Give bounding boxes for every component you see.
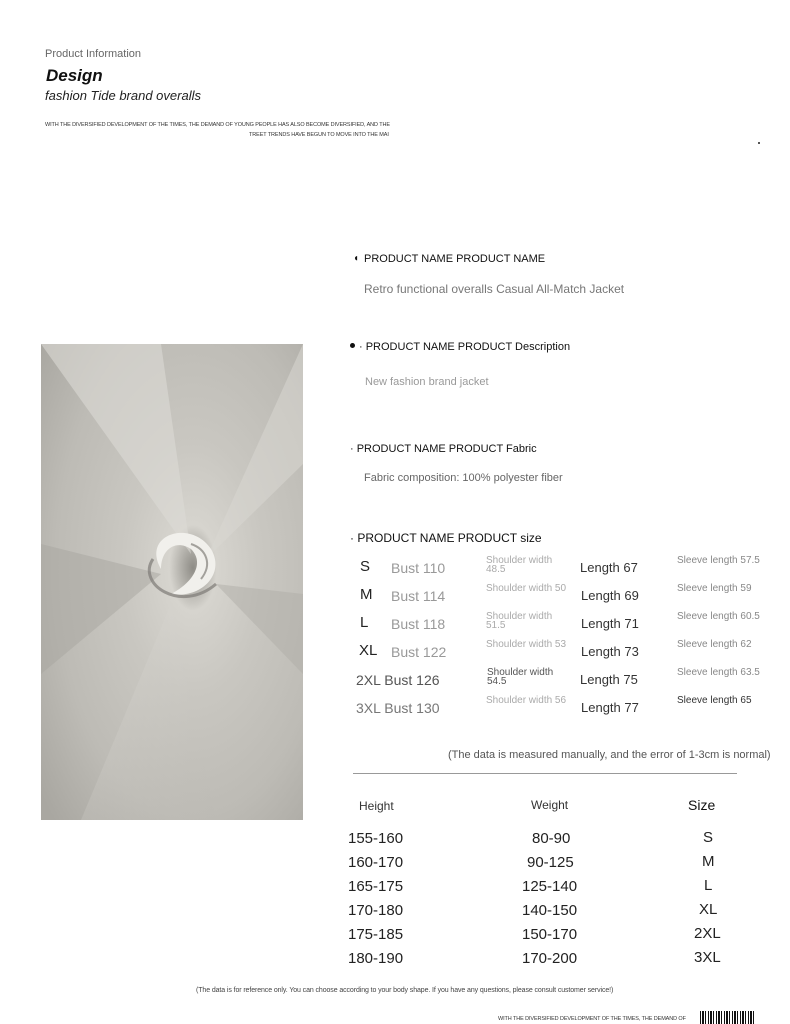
- product-info-label: Product Information: [45, 48, 141, 60]
- table-row: [346, 901, 746, 925]
- design-subtitle: fashion Tide brand overalls: [45, 88, 201, 103]
- size-label: L: [360, 614, 369, 631]
- size-cell: S: [703, 829, 714, 846]
- weight-cell: 80-90: [532, 830, 571, 847]
- product-description-heading: · PRODUCT NAME PRODUCT Description: [359, 341, 571, 353]
- size-row: [356, 668, 776, 694]
- weight-cell: 90-125: [527, 854, 574, 871]
- size-cell: 2XL: [694, 925, 721, 942]
- length-value: Length 73: [581, 644, 639, 659]
- height-cell: 160-170: [348, 854, 404, 871]
- shoulder-value: Shoulder width 50: [486, 583, 567, 594]
- table-row: [346, 925, 746, 949]
- weight-cell: 140-150: [522, 902, 578, 919]
- length-value: Length 67: [580, 560, 638, 575]
- height-cell: 170-180: [348, 902, 404, 919]
- height-header: Height: [359, 799, 394, 813]
- weight-cell: 170-200: [522, 950, 578, 967]
- size-cell: 3XL: [694, 949, 721, 966]
- measure-note: (The data is measured manually, and the error of 1-3cm is normal): [448, 749, 771, 761]
- size-label: M: [360, 586, 373, 603]
- bust-value: Bust 114: [391, 588, 446, 604]
- sleeve-value: Sleeve length 57.5: [677, 555, 760, 566]
- length-value: Length 77: [581, 700, 639, 715]
- barcode-icon: [700, 1011, 754, 1024]
- header-tagline-continued: TREET TRENDS HAVE BEGUN TO MOVE INTO THE MAI: [249, 132, 389, 138]
- shoulder-value: Shoulder width 54.5: [487, 667, 554, 687]
- height-cell: 175-185: [348, 926, 404, 943]
- size-row: [356, 584, 776, 610]
- bullet-icon: [350, 343, 355, 348]
- sleeve-value: Sleeve length 60.5: [677, 611, 760, 622]
- sleeve-value: Sleeve length 59: [677, 583, 752, 594]
- table-row: [346, 829, 746, 853]
- size-cell: XL: [699, 901, 718, 918]
- shoulder-value: Shoulder width 53: [486, 639, 567, 650]
- table-row: [346, 949, 746, 973]
- bullet-icon: ◖: [353, 253, 360, 264]
- product-name-value: Retro functional overalls Casual All-Match Jacket: [364, 282, 625, 296]
- shoulder-value: Shoulder width 56: [486, 695, 567, 706]
- size-row: [356, 640, 776, 666]
- size-label: XL: [359, 642, 378, 659]
- bust-value: 2XL Bust 126: [356, 672, 440, 688]
- product-description-value: New fashion brand jacket: [365, 376, 489, 388]
- shoulder-value: Shoulder width 48.5: [486, 555, 553, 575]
- bust-value: Bust 122: [391, 644, 447, 660]
- design-title: Design: [46, 66, 103, 85]
- decorative-dot: [758, 142, 760, 144]
- size-row: [356, 556, 776, 582]
- product-fabric-value: Fabric composition: 100% polyester fiber: [364, 472, 563, 484]
- table-row: [346, 853, 746, 877]
- table-row: [346, 877, 746, 901]
- weight-cell: 125-140: [522, 878, 578, 895]
- size-cell: L: [704, 877, 713, 894]
- height-cell: 180-190: [348, 950, 404, 967]
- size-label: S: [360, 558, 371, 575]
- reference-note: (The data is for reference only. You can choose according to your body shape. If you have any questions, please consult customer service!): [196, 987, 614, 994]
- size-header: Size: [688, 797, 716, 813]
- shoulder-value: Shoulder width 51.5: [486, 611, 553, 631]
- fabric-photo: [41, 344, 303, 820]
- weight-cell: 150-170: [522, 926, 578, 943]
- sleeve-value: Sleeve length 62: [677, 639, 752, 650]
- weight-header: Weight: [531, 798, 569, 812]
- header-tagline: WITH THE DIVERSIFIED DEVELOPMENT OF THE TIMES, THE DEMAND OF YOUNG PEOPLE HAS ALSO BECOME DIVERSIFIED, AND THE: [45, 122, 390, 128]
- size-row: [356, 612, 776, 638]
- bust-value: 3XL Bust 130: [356, 700, 440, 716]
- bust-value: Bust 118: [391, 616, 446, 632]
- length-value: Length 71: [581, 616, 639, 631]
- divider: [353, 773, 737, 774]
- size-cell: M: [702, 853, 715, 870]
- bust-value: Bust 110: [391, 560, 446, 576]
- sleeve-value: Sleeve length 65: [677, 695, 752, 706]
- footer-tagline: WITH THE DIVERSIFIED DEVELOPMENT OF THE TIMES, THE DEMAND OF: [498, 1016, 686, 1022]
- product-size-heading: · PRODUCT NAME PRODUCT size: [350, 531, 542, 545]
- sleeve-value: Sleeve length 63.5: [677, 667, 760, 678]
- size-row: [356, 696, 776, 722]
- length-value: Length 69: [581, 588, 639, 603]
- height-cell: 155-160: [348, 830, 404, 847]
- product-name-heading: PRODUCT NAME PRODUCT NAME: [364, 253, 546, 265]
- length-value: Length 75: [580, 672, 638, 687]
- recommend-table-body: [346, 829, 746, 979]
- height-cell: 165-175: [348, 878, 404, 895]
- product-fabric-heading: · PRODUCT NAME PRODUCT Fabric: [350, 443, 537, 455]
